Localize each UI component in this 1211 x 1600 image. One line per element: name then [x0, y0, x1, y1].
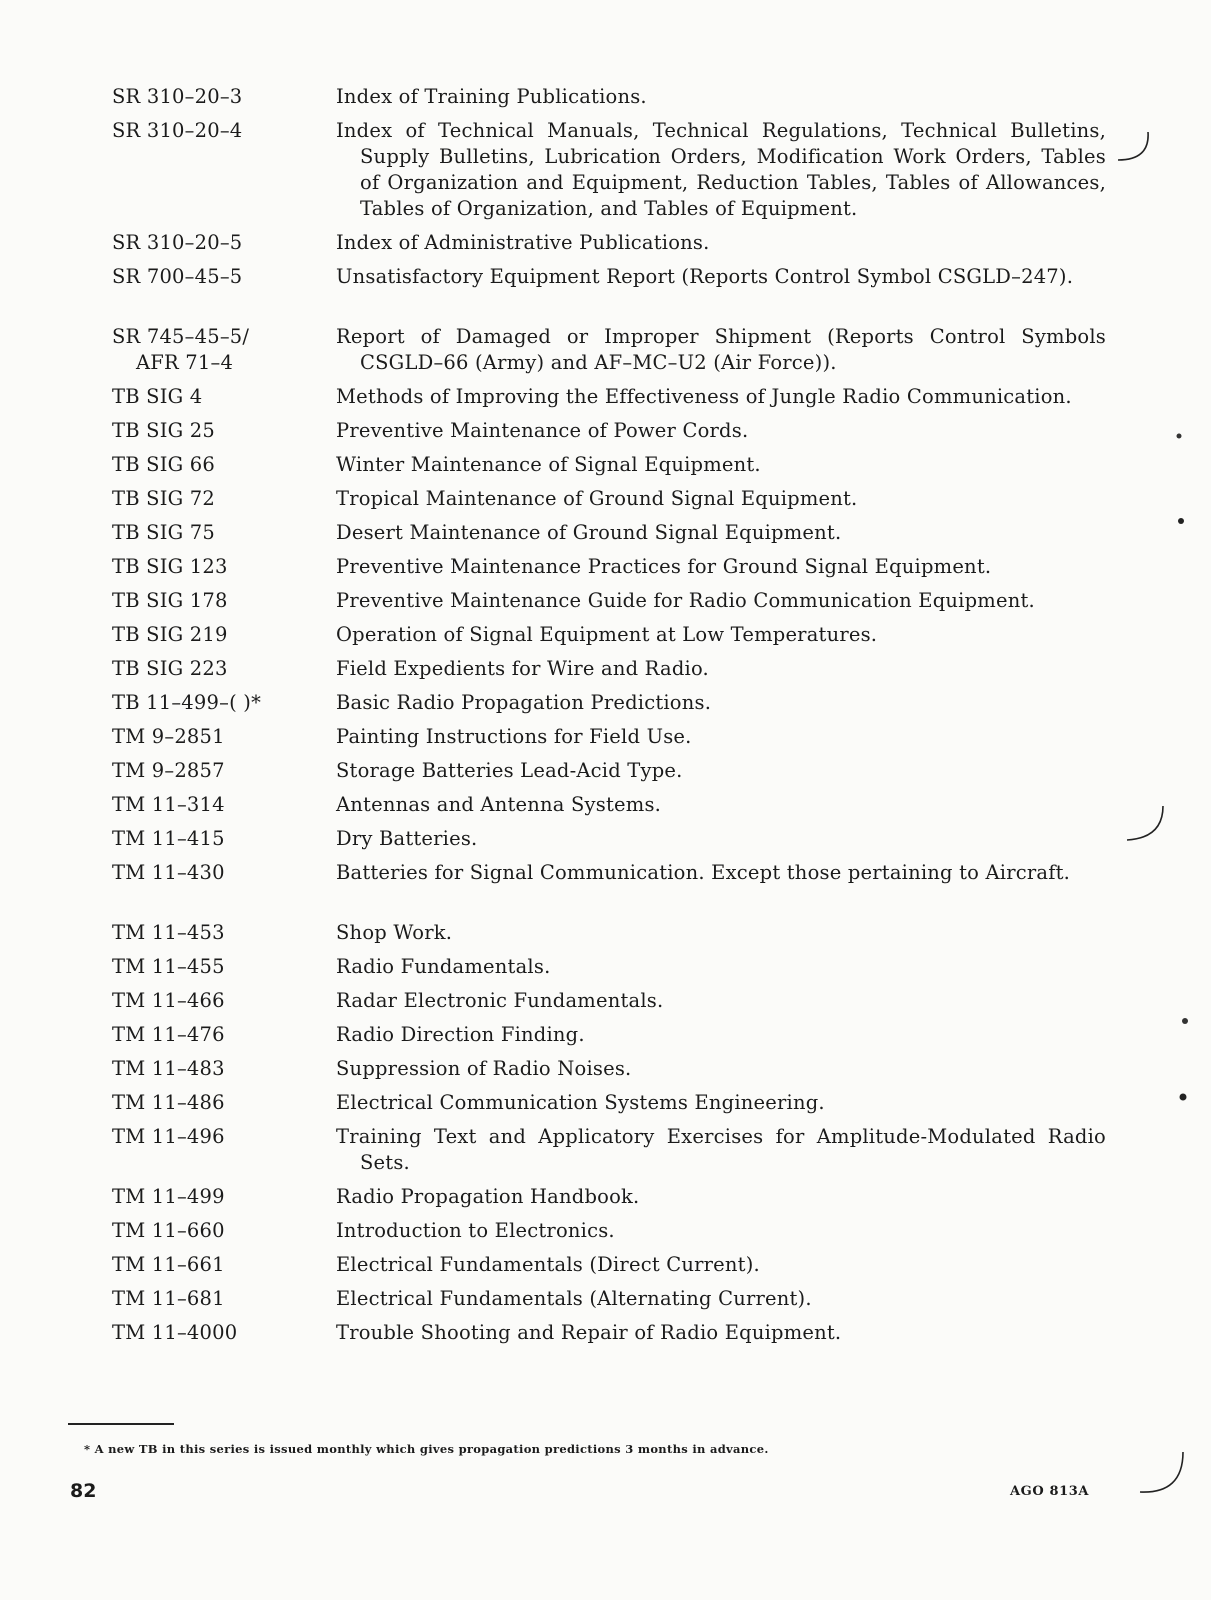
publication-code: TM 11–314	[112, 793, 225, 816]
publication-title: Index of Training Publications.	[336, 85, 647, 108]
publication-code: SR 310–20–5	[112, 231, 243, 254]
publication-title: Painting Instructions for Field Use.	[336, 725, 692, 748]
publication-title: Batteries for Signal Communication. Except those pertaining to Aircraft.	[336, 861, 1071, 884]
publication-title: Shop Work.	[336, 921, 453, 944]
publication-code: TM 11–453	[112, 921, 225, 944]
publication-code: TM 11–415	[112, 827, 225, 850]
publication-code: TM 11–486	[112, 1091, 225, 1114]
publication-code: TM 9–2857	[112, 759, 225, 782]
publication-code: TM 11–483	[112, 1057, 225, 1080]
publication-title: Introduction to Electronics.	[336, 1219, 615, 1242]
publication-code: TB SIG 66	[112, 453, 215, 476]
publication-code: TM 11–466	[112, 989, 225, 1012]
publication-title: Operation of Signal Equipment at Low Temperatures.	[336, 623, 878, 646]
page-number: 82	[70, 1480, 97, 1502]
publication-title: Radio Direction Finding.	[336, 1023, 585, 1046]
publication-title: Basic Radio Propagation Predictions.	[336, 691, 712, 714]
publication-title: Unsatisfactory Equipment Report (Reports Control Symbol CSGLD–247).	[336, 265, 1074, 288]
publication-code: SR 310–20–3	[112, 85, 243, 108]
publication-title: Index of Administrative Publications.	[336, 231, 710, 254]
publication-code: TB SIG 25	[112, 419, 215, 442]
publication-title: Radio Fundamentals.	[336, 955, 551, 978]
footnote-rule	[68, 1423, 174, 1425]
publication-title: Methods of Improving the Effectiveness of Jungle Radio Communication.	[336, 385, 1072, 408]
publication-title: Electrical Fundamentals (Direct Current).	[336, 1253, 760, 1276]
publication-code-line-1: SR 745–45–5/	[112, 325, 250, 348]
publication-title: Training Text and Applicatory Exercises for Amplitude-Modulated Radio Sets.	[336, 1125, 1106, 1174]
publication-code: TB SIG 219	[112, 623, 228, 646]
publication-title: Trouble Shooting and Repair of Radio Equipment.	[336, 1321, 842, 1344]
publication-code: TM 11–499	[112, 1185, 225, 1208]
publication-code	[112, 324, 322, 376]
publication-code-line-2: AFR 71–4	[136, 351, 234, 374]
hole-punch-mark	[1140, 1452, 1183, 1492]
publication-code: TB SIG 123	[112, 555, 228, 578]
publication-code: TM 11–681	[112, 1287, 225, 1310]
publication-code: TM 11–4000	[112, 1321, 238, 1344]
publication-title: Antennas and Antenna Systems.	[336, 793, 662, 816]
publication-title: Preventive Maintenance of Power Cords.	[336, 419, 749, 442]
publication-code: TB SIG 223	[112, 657, 228, 680]
publication-title: Preventive Maintenance Practices for Ground Signal Equipment.	[336, 555, 992, 578]
publication-title: Radio Propagation Handbook.	[336, 1185, 640, 1208]
publication-title: Report of Damaged or Improper Shipment (Reports Control Symbols CSGLD–66 (Army) and AF–MC–U2 (Air Force)).	[336, 325, 1106, 374]
publication-code: TM 11–430	[112, 861, 225, 884]
publication-code: TM 11–455	[112, 955, 225, 978]
publication-title: Radar Electronic Fundamentals.	[336, 989, 664, 1012]
publication-code: TB SIG 178	[112, 589, 228, 612]
publication-title: Desert Maintenance of Ground Signal Equipment.	[336, 521, 842, 544]
publication-code: SR 310–20–4	[112, 119, 243, 142]
publication-code: TB SIG 4	[112, 385, 203, 408]
publication-code: TM 11–496	[112, 1125, 225, 1148]
publication-code: TM 11–476	[112, 1023, 225, 1046]
form-code: AGO 813A	[1010, 1484, 1090, 1499]
publication-code: TM 9–2851	[112, 725, 225, 748]
publication-code: TB SIG 75	[112, 521, 215, 544]
publication-code: TM 11–661	[112, 1253, 225, 1276]
publication-title: Electrical Fundamentals (Alternating Current).	[336, 1287, 812, 1310]
publication-title: Storage Batteries Lead-Acid Type.	[336, 759, 683, 782]
publication-title: Field Expedients for Wire and Radio.	[336, 657, 709, 680]
publication-title: Tropical Maintenance of Ground Signal Equipment.	[336, 487, 858, 510]
publication-title: Suppression of Radio Noises.	[336, 1057, 632, 1080]
publication-code: TM 11–660	[112, 1219, 225, 1242]
publication-title: Dry Batteries.	[336, 827, 478, 850]
publication-code: SR 700–45–5	[112, 265, 243, 288]
footnote: * A new TB in this series is issued monthly which gives propagation predictions 3 months in advance.	[84, 1442, 769, 1456]
publication-title: Electrical Communication Systems Engineering.	[336, 1091, 825, 1114]
publication-title: Preventive Maintenance Guide for Radio Communication Equipment.	[336, 589, 1035, 612]
publication-code: TB SIG 72	[112, 487, 215, 510]
publication-code: TB 11–499–( )*	[112, 691, 262, 714]
publication-title: Winter Maintenance of Signal Equipment.	[336, 453, 761, 476]
publication-title: Index of Technical Manuals, Technical Regulations, Technical Bulletins, Supply Bulletins, Lubrication Orders, Modification Work Orders, Tables of Organization and Equipment, Reduction Tables, Tables of Allowances, Tables of Organization, and Tables of Equipment.	[336, 119, 1106, 220]
